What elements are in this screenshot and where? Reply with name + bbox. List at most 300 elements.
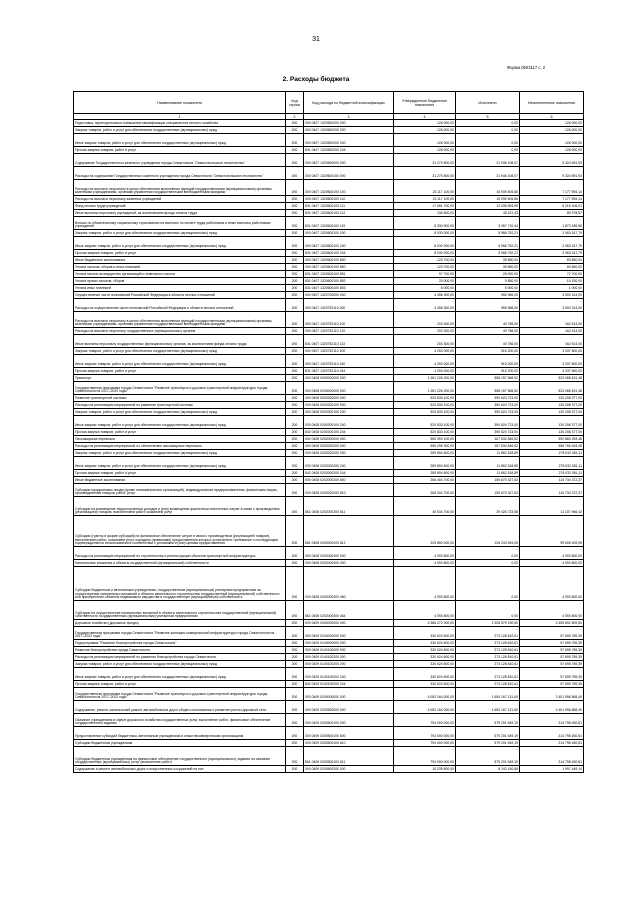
table-row	[74, 147, 584, 154]
row-name: Расходы на реализацию мероприятий по обеспечению пассажирских перевозок	[74, 443, 286, 450]
table-row	[74, 292, 584, 299]
row-name: Расходы на осуществление части полномочий Российской Федерации в области лесных отношений	[74, 299, 286, 312]
row-approved: 97 700,00	[394, 271, 456, 278]
row-unexecuted: 162 514,00	[520, 312, 584, 328]
table-row	[74, 328, 584, 335]
row-line-code: 200	[286, 443, 304, 450]
table-row	[74, 647, 584, 654]
row-budget-code: 000 0408 0202000200 200	[304, 450, 394, 457]
row-approved: 4 052 164 000,00	[394, 701, 456, 714]
row-unexecuted: 1 997 449,14	[520, 766, 584, 773]
row-unexecuted: 162 514,00	[520, 335, 584, 348]
row-name: Прочая закупка товаров, работ и услуг	[74, 429, 286, 436]
table-row	[74, 429, 584, 436]
table-row	[74, 264, 584, 271]
row-line-code: 200	[286, 601, 304, 620]
row-approved: 556 299 300,00	[394, 443, 456, 450]
row-budget-code: 000 0409 0140100000 000	[304, 647, 394, 654]
row-unexecuted: 2 063 247,79	[520, 230, 584, 237]
table-row	[74, 497, 584, 516]
row-name: Расходы на реализацию мероприятий по развитию транспортной системы	[74, 402, 286, 409]
row-executed: 40 786,00	[456, 335, 520, 348]
row-name: Фонд оплаты труда учреждений	[74, 203, 286, 210]
row-unexecuted: 10 150,00	[520, 278, 584, 285]
row-unexecuted: 126 000,00	[520, 127, 584, 134]
row-unexecuted: 388 766 453,48	[520, 443, 584, 450]
row-approved: 289 894 600,00	[394, 450, 456, 457]
row-name: Иные закупки товаров, работ и услуг для обеспечения государственных (муниципальных) нужд	[74, 355, 286, 368]
row-executed: 273 128 810,61	[456, 668, 520, 681]
row-line-code: 200	[286, 210, 304, 217]
row-approved: 31 270 800,00	[394, 167, 456, 180]
row-line-code: 200	[286, 278, 304, 285]
row-unexecuted: 2 063 247,79	[520, 250, 584, 257]
row-executed: 1 926 579 190,50	[456, 620, 520, 627]
row-budget-code: 000 0408 0202000200 240	[304, 457, 394, 470]
row-name: Иные бюджетные ассигнования	[74, 257, 286, 264]
row-name: Субсидии бюджетным и автономным учреждениям, государственным (муниципальным) унитарным предприятиям на осуществление капитальных вложений в объекты капитального строительства государственной (муниципальной) собственности или приобретение объектов недвижимого имущества в государственную (муниципальную) собственность	[74, 567, 286, 601]
row-name: Содержание, ремонт, капитальный ремонт автомобильных дорог общего пользования и развитие улично-дорожной сети	[74, 701, 286, 714]
row-budget-code: 000 0408 0202000200 000	[304, 443, 394, 450]
row-approved: 520 833 100,00	[394, 409, 456, 416]
row-line-code: 200	[286, 355, 304, 368]
row-name: Субсидии на возмещение недополученных доходов и (или) возмещение фактически понесенных затрат в связи с производством (реализацией) товаров, выполнением работ, оказанием услуг	[74, 497, 286, 516]
row-name: Подготовка, переподготовка и повышение квалификации специалистов лесного хозяйства	[74, 120, 286, 127]
row-budget-code: 000 0407 1320752110 200	[304, 348, 394, 355]
row-executed: 915 200,00	[456, 348, 520, 355]
row-budget-code: 000 0408 0200000000 000	[304, 382, 394, 395]
row-approved: 126 000,00	[394, 127, 456, 134]
row-line-code: 200	[286, 681, 304, 688]
row-executed: 40 786,00	[456, 312, 520, 328]
row-line-code: 200	[286, 127, 304, 134]
row-approved: 330 624 600,00	[394, 640, 456, 647]
row-line-code: 200	[286, 627, 304, 640]
row-budget-code: 000 0407 1320600100 800	[304, 257, 394, 264]
row-line-code: 200	[286, 250, 304, 257]
row-executed: 5 000,00	[456, 285, 520, 292]
table-row	[74, 443, 584, 450]
row-executed: 390 624 723,00	[456, 416, 520, 429]
row-budget-code: 000 0407 1320600100 200	[304, 230, 394, 237]
row-name: Прочая закупка товаров, работ и услуг	[74, 368, 286, 375]
row-unexecuted: 3 337 800,00	[520, 348, 584, 355]
row-executed: 11 862 518,89	[456, 470, 520, 477]
table-row	[74, 299, 584, 312]
row-line-code: 200	[286, 348, 304, 355]
row-name: Прочая закупка товаров, работ и услуг	[74, 681, 286, 688]
row-approved: 6 000,00	[394, 285, 456, 292]
table-row	[74, 436, 584, 443]
table-row	[74, 484, 584, 497]
row-line-code: 200	[286, 766, 304, 773]
table-row	[74, 203, 584, 210]
row-unexecuted: 2 063 247,79	[520, 237, 584, 250]
row-approved: 20 000,00	[394, 278, 456, 285]
row-line-code: 200	[286, 264, 304, 271]
row-line-code: 200	[286, 292, 304, 299]
row-name: Субсидии (гранты в форме субсидий) на финансовое обеспечение затрат в связи с производством (реализацией товаров), выполнением работ, оказанием услуг, порядком (правилами) предоставления которых установлено требование о последующем подтверждении их использования в соответствии с условиями и (или) целями предоставления	[74, 516, 286, 547]
row-budget-code: 831 0407 1320600100 111	[304, 203, 394, 210]
row-budget-code: 000 0408 0202000000 000	[304, 436, 394, 443]
row-approved: 5 330 900,00	[394, 217, 456, 230]
row-name: Субсидии на осуществление капитальных вложений в объекты капитального строительства государственной (муниципальной) собственности государственным (муниципальным) унитарным предприятиям	[74, 601, 286, 620]
row-executed: 273 128 810,61	[456, 654, 520, 661]
row-executed: 5 966 752,21	[456, 230, 520, 237]
row-name: Развитие транспортной системы	[74, 395, 286, 402]
row-approved: 4 456 300,00	[394, 292, 456, 299]
row-unexecuted: 110 734 372,37	[520, 477, 584, 484]
row-unexecuted: 130 208 377,00	[520, 429, 584, 436]
row-line-code: 200	[286, 647, 304, 654]
row-executed: 579 201 549,19	[456, 727, 520, 740]
row-unexecuted: 126 000,00	[520, 134, 584, 147]
row-name: Закупка товаров, работ и услуг для обеспечения государственных (муниципальных) нужд	[74, 450, 286, 457]
row-executed: 915 200,00	[456, 368, 520, 375]
row-approved: 289 894 600,00	[394, 470, 456, 477]
table-header-row	[74, 92, 584, 114]
row-budget-code: 861 0408 0202000400 464	[304, 601, 394, 620]
table-row	[74, 640, 584, 647]
row-unexecuted: 72 700,00	[520, 271, 584, 278]
row-line-code: 200	[286, 180, 304, 196]
row-unexecuted: 2 401 996 868,40	[520, 701, 584, 714]
row-name: Содержание и ремонт автомобильных дорог и искусственных сооружений на них	[74, 766, 286, 773]
row-unexecuted: 5 215 106,01	[520, 203, 584, 210]
row-executed: 0,00	[456, 601, 520, 620]
table-row	[74, 627, 584, 640]
table-row	[74, 312, 584, 328]
row-executed: 25 000,00	[456, 271, 520, 278]
row-approved: 134 500,00	[394, 210, 456, 217]
col-number: 5	[456, 114, 520, 120]
row-unexecuted: 3 337 800,00	[520, 355, 584, 368]
row-name: Оказание учреждением в сфере дорожного хозяйства государственных услуг, выполнение работ, финансовое обеспечение государственного задания	[74, 714, 286, 727]
row-budget-code: 000 0408 0202000400 000	[304, 547, 394, 560]
table-row	[74, 714, 584, 727]
row-unexecuted: 130 208 377,00	[520, 416, 584, 429]
row-approved: 4 093 800,00	[394, 567, 456, 601]
row-approved: 1 081 226 200,00	[394, 375, 456, 382]
row-budget-code: 831 0407 1320600100 112	[304, 210, 394, 217]
row-approved: 4 253 000,00	[394, 348, 456, 355]
row-name: Уплата иных платежей	[74, 285, 286, 292]
row-budget-code: 831 0407 1320600100 852	[304, 278, 394, 285]
row-budget-code: 000 0407 1320600100 000	[304, 167, 394, 180]
row-approved: 266 404 700,00	[394, 484, 456, 497]
row-budget-code: 000 0408 0202000200 810	[304, 484, 394, 497]
row-budget-code: 000 0407 1320752110 120	[304, 328, 394, 335]
row-name: Закупка товаров, работ и услуг для обеспечения государственных (муниципальных) нужд	[74, 230, 286, 237]
row-approved: 520 833 100,00	[394, 402, 456, 409]
table-row	[74, 278, 584, 285]
row-line-code: 200	[286, 120, 304, 127]
table-row	[74, 180, 584, 196]
row-line-code: 200	[286, 668, 304, 681]
row-name: Содержание Государственного казенного учреждения города Севастополя "Севастопольское лесничество"	[74, 154, 286, 167]
row-unexecuted: 7 177 594,14	[520, 180, 584, 196]
row-executed: 955 986,00	[456, 292, 520, 299]
table-row	[74, 154, 584, 167]
row-unexecuted: 392 860 253,48	[520, 436, 584, 443]
row-name: Капитальные вложения в объекты государственной (муниципальной) собственности	[74, 560, 286, 567]
row-name: Закупка товаров, работ и услуг для обеспечения государственных (муниципальных) нужд	[74, 127, 286, 134]
row-approved: 4 093 800,00	[394, 547, 456, 560]
row-unexecuted: 214 798 450,81	[520, 714, 584, 727]
row-line-code: 200	[286, 740, 304, 747]
row-budget-code: 000 0409 0100000000 000	[304, 627, 394, 640]
row-unexecuted: 523 068 631,48	[520, 375, 584, 382]
row-line-code: 200	[286, 299, 304, 312]
row-unexecuted: 110 734 372,37	[520, 484, 584, 497]
row-line-code: 200	[286, 416, 304, 429]
row-name: Закупка товаров, работ и услуг для обеспечения государственных (муниципальных) нужд	[74, 409, 286, 416]
row-budget-code: 000 0407 1320500200 240	[304, 134, 394, 147]
col-header-name: Наименование показателя	[74, 92, 286, 114]
row-unexecuted: 83 850,00	[520, 264, 584, 271]
row-executed: 155 670 327,63	[456, 477, 520, 484]
row-name: Иные закупки товаров, работ и услуг для обеспечения государственных (муниципальных) нужд	[74, 134, 286, 147]
row-name: Прочая закупка товаров, работ и услуг	[74, 147, 286, 154]
col-header-approved: Утвержденные бюджетные назначения	[394, 92, 456, 114]
row-executed: 0,00	[456, 127, 520, 134]
row-budget-code: 000 0409 0140100200 000	[304, 654, 394, 661]
row-unexecuted: 57 695 789,39	[520, 681, 584, 688]
row-name: Иные закупки товаров, работ и услуг для обеспечения государственных (муниципальных) нужд	[74, 237, 286, 250]
row-budget-code: 000 0408 0202000400 460	[304, 567, 394, 601]
row-name: Иные бюджетные ассигнования	[74, 477, 286, 484]
row-budget-code: 000 0409 0200500000 000	[304, 701, 394, 714]
row-name: Подпрограмма "Развитие благоустройства города Севастополя"	[74, 640, 286, 647]
row-unexecuted: 11 107 966,42	[520, 497, 584, 516]
table-row	[74, 335, 584, 348]
row-executed: 915 200,00	[456, 355, 520, 368]
row-unexecuted: 126 000,00	[520, 120, 584, 127]
row-budget-code: 000 0409 0200500200 000	[304, 766, 394, 773]
row-approved: 8 030 000,00	[394, 237, 456, 250]
row-budget-code: 000 0408 0200200100 240	[304, 416, 394, 429]
table-row	[74, 230, 584, 237]
row-unexecuted: 1 000,00	[520, 285, 584, 292]
row-approved: 31 270 800,00	[394, 154, 456, 167]
row-unexecuted: 3 337 800,00	[520, 368, 584, 375]
row-budget-code: 000 0407 1320752110 000	[304, 299, 394, 312]
row-budget-code: 000 0409 0200500100 000	[304, 714, 394, 727]
row-line-code: 200	[286, 477, 304, 484]
row-budget-code: 831 0407 1320752110 122	[304, 335, 394, 348]
col-header-executed: Исполнено	[456, 92, 520, 114]
table-row	[74, 368, 584, 375]
form-reference: Форма 0503117 с. 2	[507, 65, 546, 70]
table-row	[74, 661, 584, 668]
row-line-code: 200	[286, 217, 304, 230]
col-number: 3	[304, 114, 394, 120]
row-line-code: 200	[286, 436, 304, 443]
table-row	[74, 470, 584, 477]
row-name: Иные закупки товаров, работ и услуг для обеспечения государственных (муниципальных) нужд	[74, 668, 286, 681]
row-line-code: 200	[286, 395, 304, 402]
row-approved: 8 030 000,00	[394, 250, 456, 257]
table-row	[74, 740, 584, 747]
table-row	[74, 450, 584, 457]
row-line-code: 200	[286, 661, 304, 668]
row-approved: 225 850 000,00	[394, 516, 456, 547]
row-line-code: 200	[286, 375, 304, 382]
row-name: Расходы на выплаты персоналу казенных учреждений	[74, 196, 286, 203]
row-approved: 520 833 100,00	[394, 395, 456, 402]
row-name: Субсидии бюджетным учреждениям на финансовое обеспечение государственного (муниципального) задания на оказание государственных (муниципальных) услуг (выполнение работ)	[74, 747, 286, 766]
row-executed: 40 786,00	[456, 328, 520, 335]
table-row	[74, 620, 584, 627]
row-name: Иные выплаты персоналу государственных (муниципальных) органов, за исключением фонда оплаты труда	[74, 335, 286, 348]
row-approved: 1 081 226 200,00	[394, 382, 456, 395]
row-name: Расходы на выплаты персоналу в целях обеспечения выполнения функций государственными (муниципальными) органами, казенными учреждениями, органами управления государственными внебюджетными фондами	[74, 312, 286, 328]
row-name: Государственная программа города Севастополя "Развитие транспорта и дорожно-транспортной инфраструктуры города Севастополя на 2017–2022 годы"	[74, 688, 286, 701]
row-executed: 45 221,43	[456, 210, 520, 217]
row-unexecuted: 4 093 800,00	[520, 547, 584, 560]
table-row	[74, 547, 584, 560]
row-approved: 330 624 600,00	[394, 647, 456, 654]
row-line-code: 200	[286, 450, 304, 457]
row-executed: 155 670 327,63	[456, 484, 520, 497]
row-budget-code: 000 0408 0200200100 200	[304, 409, 394, 416]
row-line-code: 200	[286, 409, 304, 416]
row-unexecuted: 9 324 691,93	[520, 154, 584, 167]
row-approved: 794 000 000,00	[394, 714, 456, 727]
row-line-code: 200	[286, 484, 304, 497]
table-row	[74, 654, 584, 661]
row-approved: 4 386 272 000,00	[394, 620, 456, 627]
table-row	[74, 402, 584, 409]
row-unexecuted: 1 873 189,56	[520, 217, 584, 230]
row-executed: 126 243 594,05	[456, 516, 520, 547]
row-budget-code: 000 0409 0140000000 000	[304, 640, 394, 647]
row-line-code: 200	[286, 237, 304, 250]
row-name: Расходы на реализацию мероприятий по развитию благоустройства города Севастополя	[74, 654, 286, 661]
row-executed: 39 850,00	[456, 264, 520, 271]
expenditure-table	[73, 91, 584, 773]
table-row	[74, 210, 584, 217]
row-budget-code: 831 0407 1320752110 244	[304, 368, 394, 375]
row-name: Субсидии юридическим лицам (кроме некоммерческих организаций), индивидуальным предпринимателям, физическим лицам - производителям товаров, работ, услуг	[74, 484, 286, 497]
row-unexecuted: 278 032 081,11	[520, 470, 584, 477]
row-unexecuted: 99 606 405,95	[520, 516, 584, 547]
table-row	[74, 382, 584, 395]
row-approved: 330 624 600,00	[394, 627, 456, 640]
row-executed: 0,00	[456, 120, 520, 127]
row-unexecuted: 3 500 314,00	[520, 299, 584, 312]
row-line-code: 200	[286, 154, 304, 167]
table-row	[74, 681, 584, 688]
row-approved: 203 300,00	[394, 335, 456, 348]
row-line-code: 200	[286, 134, 304, 147]
row-executed: 3 457 710,44	[456, 217, 520, 230]
row-budget-code: 842 0409 0140100200 244	[304, 681, 394, 688]
table-row	[74, 217, 584, 230]
row-line-code: 200	[286, 547, 304, 560]
row-budget-code: 000 0409 0200500100 610	[304, 740, 394, 747]
row-name: Дорожное хозяйство (дорожные фонды)	[74, 620, 286, 627]
row-unexecuted: 57 695 789,39	[520, 640, 584, 647]
row-name: Прочая закупка товаров, работ и услуг	[74, 250, 286, 257]
row-line-code: 200	[286, 567, 304, 601]
row-name: Взносы по обязательному социальному страхованию на выплаты по оплате труда работников и иные выплаты работникам учреждений	[74, 217, 286, 230]
row-unexecuted: 214 798 450,81	[520, 727, 584, 740]
row-unexecuted: 9 324 691,93	[520, 167, 584, 180]
row-budget-code: 000 0408 0202000200 800	[304, 477, 394, 484]
row-budget-code: 000 0407 1320600000 000	[304, 154, 394, 167]
table-row	[74, 250, 584, 257]
row-budget-code: 831 0407 1320600100 853	[304, 285, 394, 292]
row-name: Расходы на выплаты персоналу в целях обеспечения выполнения функций государственными (муниципальными) органами, казенными учреждениями, органами управления государственными внебюджетными фондами	[74, 180, 286, 196]
row-budget-code: 000 0408 0000000000 000	[304, 375, 394, 382]
table-row	[74, 167, 584, 180]
row-approved: 203 300,00	[394, 312, 456, 328]
row-executed: 39 850,00	[456, 257, 520, 264]
row-approved: 126 000,00	[394, 147, 456, 154]
row-executed: 579 201 549,19	[456, 714, 520, 727]
row-unexecuted: 2 401 996 868,40	[520, 688, 584, 701]
table-row	[74, 355, 584, 368]
row-executed: 167 532 846,52	[456, 436, 520, 443]
row-line-code: 200	[286, 328, 304, 335]
table-row	[74, 457, 584, 470]
row-approved: 266 404 700,00	[394, 477, 456, 484]
row-budget-code: 000 0407 1320500200 200	[304, 127, 394, 134]
row-budget-code: 861 0408 0202000200 811	[304, 497, 394, 516]
table-row	[74, 668, 584, 681]
row-line-code: 200	[286, 688, 304, 701]
row-unexecuted: 4 093 800,00	[520, 560, 584, 567]
row-executed: 0,00	[456, 134, 520, 147]
row-budget-code: 000 0407 1320600100 100	[304, 180, 394, 196]
row-unexecuted: 130 208 377,00	[520, 409, 584, 416]
row-name: Иные закупки товаров, работ и услуг для обеспечения государственных (муниципальных) нужд	[74, 416, 286, 429]
row-line-code: 200	[286, 516, 304, 547]
row-name: Расходы на реализацию мероприятий по строительству и реконструкции объектов транспортной инфраструктуры	[74, 547, 286, 560]
row-unexecuted: 2 459 692 809,50	[520, 620, 584, 627]
row-approved: 10 239 600,00	[394, 766, 456, 773]
row-line-code: 200	[286, 429, 304, 436]
row-unexecuted: 278 032 081,11	[520, 450, 584, 457]
row-unexecuted: 57 695 789,39	[520, 654, 584, 661]
table-row	[74, 237, 584, 250]
row-approved: 123 700,00	[394, 257, 456, 264]
row-budget-code: 000 0409 0200000000 000	[304, 688, 394, 701]
row-line-code: 200	[286, 620, 304, 627]
row-line-code: 200	[286, 701, 304, 714]
table-body	[74, 120, 584, 773]
row-unexecuted: 57 695 789,39	[520, 668, 584, 681]
row-name: Иные выплаты персоналу учреждений, за исключением фонда оплаты труда	[74, 210, 286, 217]
row-budget-code: 842 0408 0200200100 244	[304, 429, 394, 436]
row-name: Транспорт	[74, 375, 286, 382]
row-unexecuted: 278 032 081,11	[520, 457, 584, 470]
section-title: 2. Расходы бюджета	[282, 76, 350, 83]
row-executed: 558 157 568,52	[456, 382, 520, 395]
row-budget-code: 000 0407 1320600100 850	[304, 264, 394, 271]
row-executed: 15 939 505,86	[456, 196, 520, 203]
row-unexecuted: 4 093 800,00	[520, 567, 584, 601]
table-row	[74, 196, 584, 203]
row-name: Расходы на содержание Государственного казенного учреждения города Севастополя "Севастопольское лесничество"	[74, 167, 286, 180]
row-name: Уплата прочих налогов, сборов	[74, 278, 286, 285]
table-row	[74, 688, 584, 701]
row-name: Уплата налога на имущество организаций и земельного налога	[74, 271, 286, 278]
row-unexecuted: 126 000,00	[520, 147, 584, 154]
row-approved: 289 894 600,00	[394, 457, 456, 470]
col-number: 2	[286, 114, 304, 120]
